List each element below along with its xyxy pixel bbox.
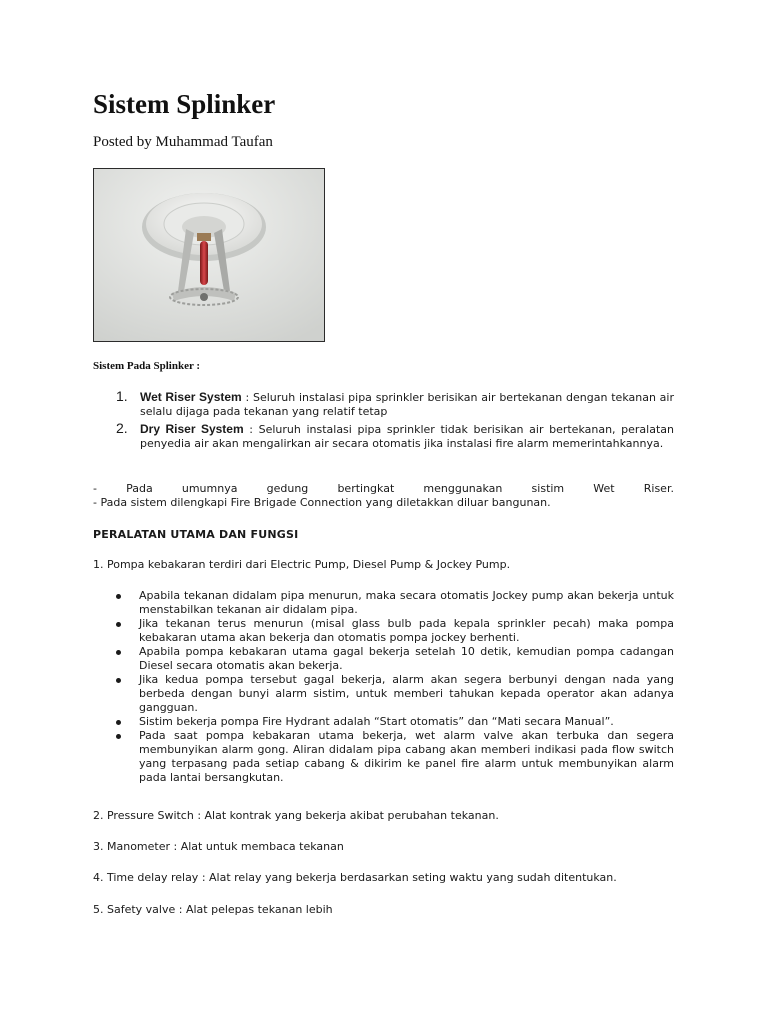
note-word: - [93, 482, 97, 495]
page-title: Sistem Splinker [93, 89, 276, 119]
list-item [110, 422, 674, 451]
list-item [110, 390, 674, 419]
bullet-icon [116, 650, 121, 655]
sprinkler-photo [93, 168, 325, 342]
list-number: 2. [116, 420, 128, 436]
list-item [112, 589, 674, 617]
equipment-item-3: 3. Manometer : Alat untuk membaca tekanan [93, 840, 344, 853]
system-list [110, 390, 674, 454]
system-term: Wet Riser System [140, 390, 242, 404]
bullet-text: Apabila pompa kebakaran utama gagal bekerja setelah 10 detik, kemudian pompa cadangan Diesel secara otomatis akan bekerja. [139, 645, 674, 672]
system-term: Dry Riser System [140, 422, 244, 436]
system-description: : Seluruh instalasi pipa sprinkler berisikan air bertekanan dengan tekanan air selalu dijaga pada tekanan yang relatif tetap [140, 391, 675, 418]
section-subheading: Sistem Pada Splinker : [93, 360, 201, 372]
note-word: sistim [531, 482, 565, 495]
bullet-text: Pada saat pompa kebakaran utama bekerja, wet alarm valve akan terbuka dan segera membunyikan alarm gong. Aliran didalam pipa cabang akan memberi indikasi pada flow switch yang terpasang pada setiap cabang & dikirim ke panel fire alarm untuk membunyikan alarm pada lantai bersangkutan. [139, 729, 674, 784]
bullet-icon [116, 622, 121, 627]
notes-paragraph [93, 482, 674, 510]
note-word: menggunakan [423, 482, 503, 495]
list-item [112, 617, 674, 645]
list-item [112, 673, 674, 715]
equipment-item-4: 4. Time delay relay : Alat relay yang bekerja berdasarkan seting waktu yang sudah ditentukan. [93, 871, 617, 884]
bullet-icon [116, 678, 121, 683]
pump-bullet-list [112, 589, 674, 785]
list-item [112, 715, 674, 729]
list-number: 1. [116, 388, 128, 404]
note-line-1 [93, 482, 674, 496]
byline: Posted by Muhammad Taufan [93, 134, 273, 150]
note-line-2: - Pada sistem dilengkapi Fire Brigade Connection yang diletakkan diluar bangunan. [93, 496, 551, 509]
note-word: Pada [126, 482, 153, 495]
note-word: umumnya [181, 482, 238, 495]
note-word: gedung [266, 482, 309, 495]
bullet-text: Jika tekanan terus menurun (misal glass bulb pada kepala sprinkler pecah) maka pompa kebakaran utama akan bekerja dan otomatis pompa jockey berhenti. [139, 617, 674, 644]
note-word: Wet [593, 482, 615, 495]
equipment-item-1: 1. Pompa kebakaran terdiri dari Electric Pump, Diesel Pump & Jockey Pump. [93, 558, 511, 571]
section-heading: PERALATAN UTAMA DAN FUNGSI [93, 528, 299, 541]
bullet-icon [116, 734, 121, 739]
system-description: : Seluruh instalasi pipa sprinkler tidak berisikan air bertekanan, peralatan penyedia air akan mengalirkan air secara otomatis jika instalasi fire alarm memerintahkannya. [140, 423, 674, 450]
equipment-item-5: 5. Safety valve : Alat pelepas tekanan lebih [93, 903, 333, 916]
note-word: bertingkat [337, 482, 395, 495]
list-item [112, 729, 674, 785]
list-item [112, 645, 674, 673]
bullet-icon [116, 594, 121, 599]
bullet-icon [116, 720, 121, 725]
bullet-text: Sistim bekerja pompa Fire Hydrant adalah “Start otomatis” dan “Mati secara Manual”. [139, 715, 614, 728]
bullet-text: Apabila tekanan didalam pipa menurun, maka secara otomatis Jockey pump akan bekerja untuk menstabilkan tekanan air didalam pipa. [139, 589, 674, 616]
bullet-text: Jika kedua pompa tersebut gagal bekerja, alarm akan segera berbunyi dengan nada yang berbeda dengan bunyi alarm sistim, untuk memberi tahukan kepada operator akan adanya gangguan. [139, 673, 674, 714]
equipment-item-2: 2. Pressure Switch : Alat kontrak yang bekerja akibat perubahan tekanan. [93, 809, 499, 822]
note-word: Riser. [643, 482, 674, 495]
